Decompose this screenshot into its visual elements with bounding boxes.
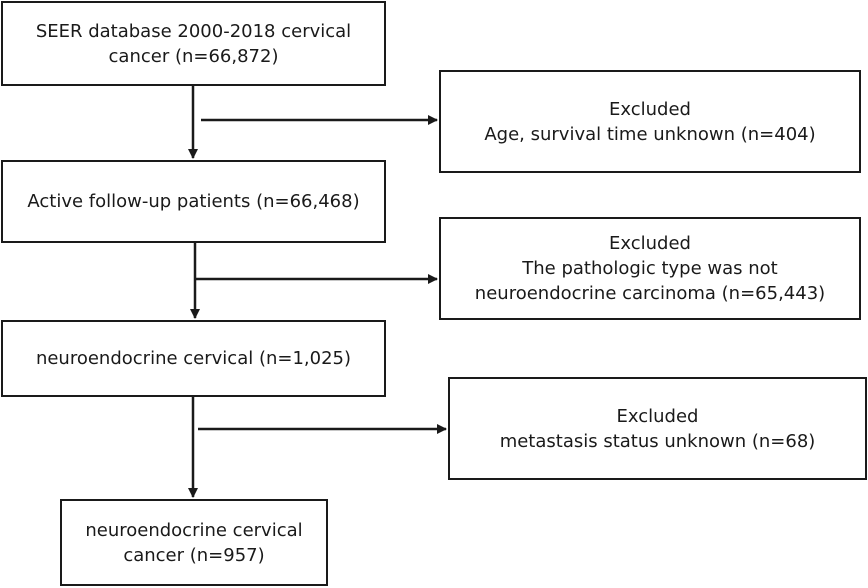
exclusion-label: Excluded bbox=[609, 233, 691, 254]
step-box-active-follow-up bbox=[1, 160, 386, 243]
step-box-line: cancer (n=957) bbox=[123, 544, 265, 566]
exclusion-label: Excluded bbox=[616, 405, 699, 427]
exclusion-label: Excluded bbox=[609, 98, 691, 120]
exclusion-reason: neuroendocrine carcinoma (n=65,443) bbox=[474, 283, 826, 304]
exclusion-reason: metastasis status unknown (n=68) bbox=[499, 430, 816, 452]
step-box-line: Active follow-up patients (n=66,468) bbox=[27, 191, 360, 212]
step-box-neuroendocrine-cervical bbox=[1, 320, 386, 397]
step-box-line: cancer (n=66,872) bbox=[108, 45, 279, 67]
exclusion-reason: The pathologic type was not bbox=[522, 258, 778, 279]
step-box-line: neuroendocrine cervical (n=1,025) bbox=[35, 348, 352, 369]
step-box-line: SEER database 2000-2018 cervical bbox=[35, 20, 352, 42]
exclusion-box-age-survival bbox=[439, 70, 861, 173]
step-box-final-cohort bbox=[60, 499, 328, 586]
step-box-seer-database bbox=[1, 1, 386, 86]
step-box-line: neuroendocrine cervical bbox=[85, 519, 303, 541]
exclusion-reason: Age, survival time unknown (n=404) bbox=[484, 123, 816, 145]
exclusion-box-metastasis-status bbox=[448, 377, 867, 480]
exclusion-box-pathologic-type bbox=[439, 217, 861, 320]
